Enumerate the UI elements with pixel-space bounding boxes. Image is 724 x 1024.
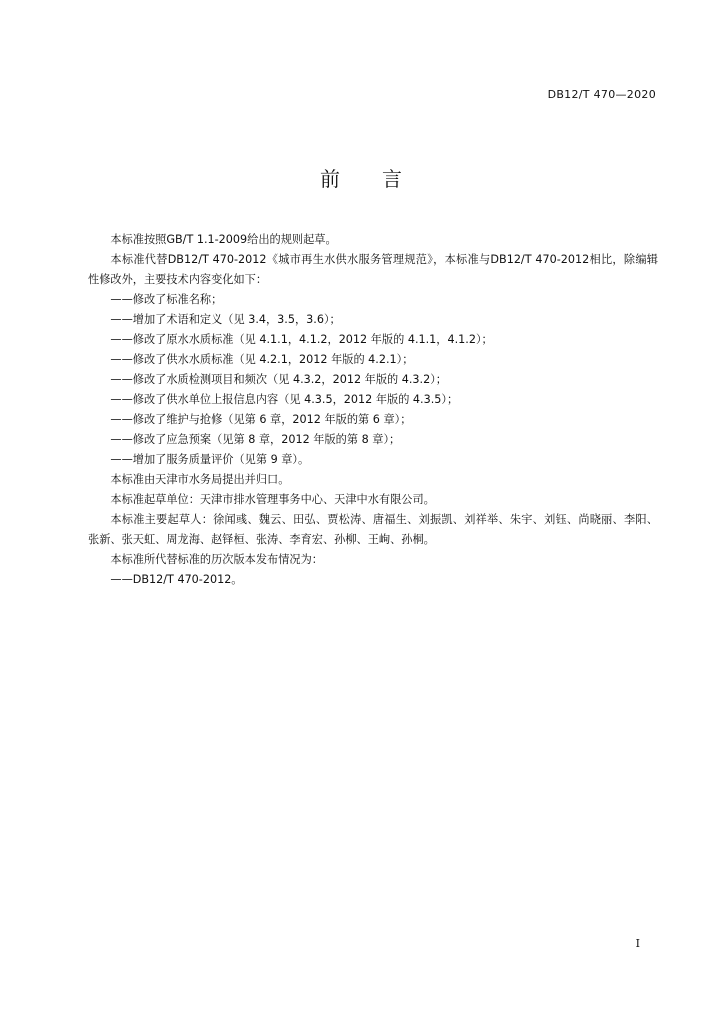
change-item: ——修改了维护与抢修（见第 6 章，2012 年版的第 6 章）； — [110, 413, 412, 426]
page-title — [0, 163, 724, 192]
change-item: ——修改了标准名称； — [110, 293, 223, 306]
paragraph-drafting-rules: 本标准按照GB/T 1.1-2009给出的规则起草。 — [110, 233, 337, 246]
title-char-2: 言 — [382, 167, 404, 191]
standard-code: DB12/T 470—2020 — [547, 88, 656, 101]
paragraph-replacement-note: 本标准代替DB12/T 470-2012《城市再生水供水服务管理规范》，本标准与DB12/T 470-2012相比，除编辑性修改外，主要技术内容变化如下： — [88, 253, 658, 286]
page-number: I — [635, 937, 640, 950]
change-item: ——修改了供水水质标准（见 4.2.1，2012 年版的 4.2.1）； — [110, 353, 414, 366]
change-item: ——修改了应急预案（见第 8 章，2012 年版的第 8 章）； — [110, 433, 401, 446]
title-char-1: 前 — [320, 167, 342, 191]
foreword-body — [88, 230, 658, 590]
history-item: ——DB12/T 470-2012。 — [110, 573, 243, 586]
paragraph-drafting-units: 本标准起草单位：天津市排水管理事务中心、天津中水有限公司。 — [110, 493, 435, 506]
change-item: ——修改了原水水质标准（见 4.1.1，4.1.2，2012 年版的 4.1.1，4.1.2）； — [110, 333, 493, 346]
paragraph-drafters: 本标准主要起草人：徐闻彧、魏云、田弘、贾松涛、唐福生、刘振凯、刘祥举、朱宇、刘钰、尚晓丽、李阳、张新、张天虹、周龙海、赵铎桓、张涛、李育宏、孙柳、王峋、孙桐。 — [88, 513, 658, 546]
paragraph-proposer: 本标准由天津市水务局提出并归口。 — [110, 473, 290, 486]
change-item: ——修改了水质检测项目和频次（见 4.3.2，2012 年版的 4.3.2）； — [110, 373, 447, 386]
change-item: ——增加了服务质量评价（见第 9 章）。 — [110, 453, 310, 466]
change-item: ——修改了供水单位上报信息内容（见 4.3.5，2012 年版的 4.3.5）； — [110, 393, 459, 406]
change-item: ——增加了术语和定义（见 3.4，3.5，3.6）； — [110, 313, 341, 326]
paragraph-history-intro: 本标准所代替标准的历次版本发布情况为： — [110, 553, 323, 566]
